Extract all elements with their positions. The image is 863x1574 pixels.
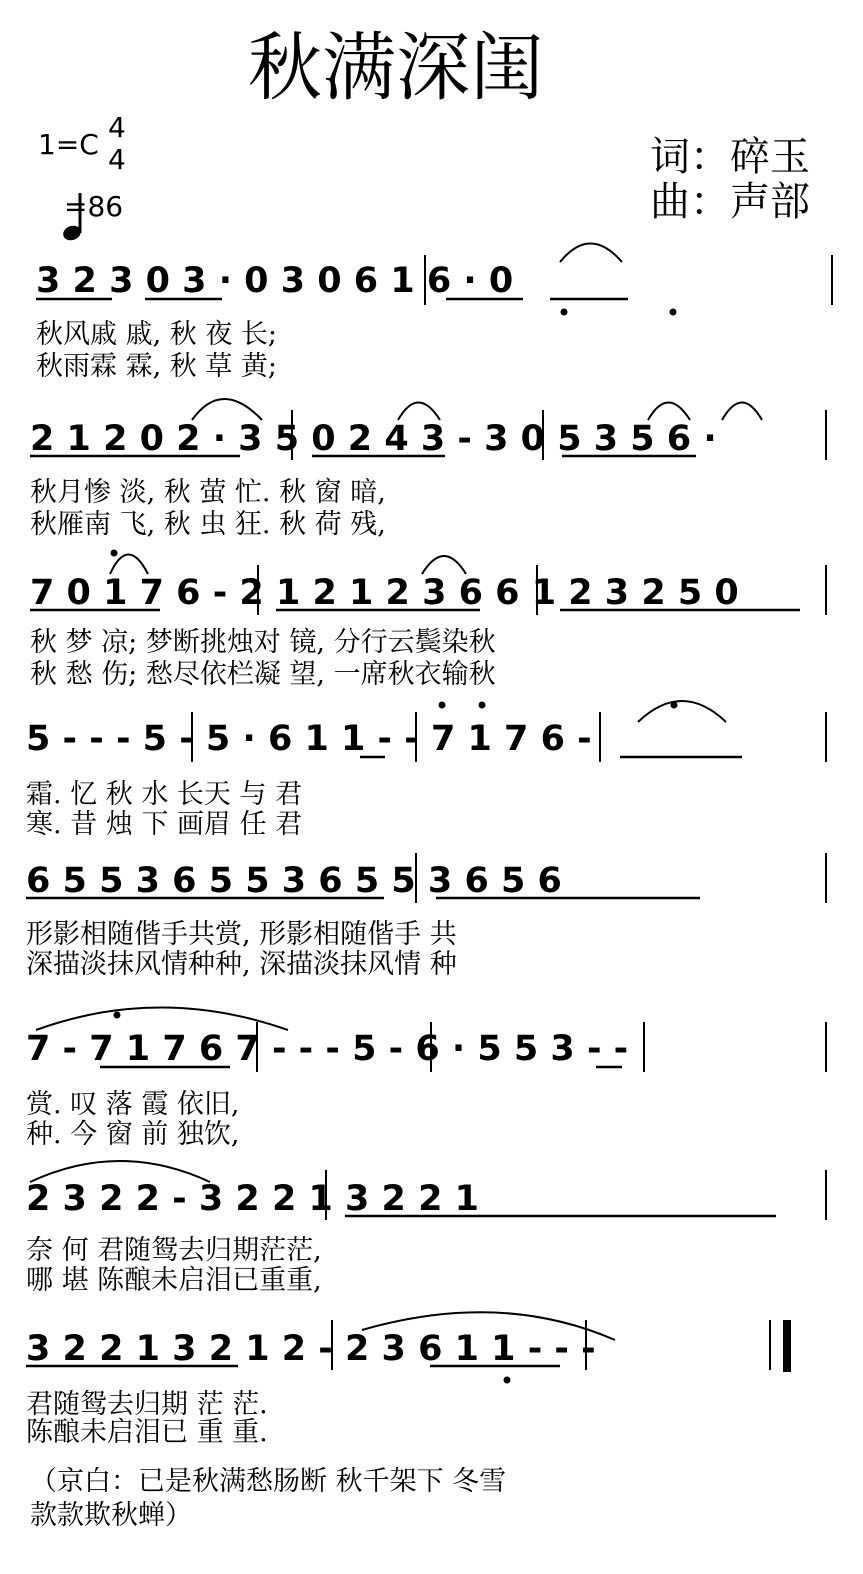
key-signature: 1=C (38, 128, 99, 161)
notation-line-7: 2 3 2 2 - 3 2 2 1 3 2 2 1 (26, 1179, 479, 1219)
lyric-line-4-verse-1: 霜. 忆 秋 水 长天 与 君 (26, 779, 303, 810)
notation-line-4: 5 - - - 5 - 5 · 6 1 1 - - 7 1 7 6 - (26, 719, 592, 759)
lyric-line-5-verse-2: 深描淡抹风情种种, 深描淡抹风情 种 (26, 949, 457, 980)
time-signature-top: 4 (108, 111, 126, 144)
lyric-line-4-verse-2: 寒. 昔 烛 下 画眉 任 君 (26, 809, 303, 840)
lyric-line-7-verse-1: 奈 何 君随鸳去归期茫茫, (26, 1235, 322, 1266)
lyric-line-6-verse-1: 赏. 叹 落 霞 依旧, (26, 1089, 240, 1120)
notation-line-8: 3 2 2 1 3 2 1 2 - 2 3 6 1 1 - - - (26, 1329, 596, 1369)
notation-line-1: 3 2 3 0 3 · 0 3 0 6 1 6 · 0 (36, 261, 514, 301)
lyric-line-6-verse-2: 种. 今 窗 前 独饮, (26, 1119, 240, 1150)
notation-line-3: 7 0 1 7 6 - 2 1 2 1 2 3 6 6 1 2 3 2 5 0 (30, 573, 739, 613)
final-barline (783, 1320, 791, 1372)
lyric-line-8-verse-2: 陈酿未启泪已 重 重. (26, 1417, 268, 1448)
time-signature-bottom: 4 (108, 143, 126, 176)
lyric-line-3-verse-1: 秋 梦 凉; 梦断挑烛对 镜, 分行云鬓染秋 (30, 627, 496, 658)
tempo-marking: =86 (64, 190, 124, 223)
lyric-line-1-verse-1: 秋风戚 戚, 秋 夜 长; (36, 319, 278, 350)
composer-credit: 曲：声部 (650, 179, 810, 225)
lyric-line-5-verse-1: 形影相随偕手共赏, 形影相随偕手 共 (26, 919, 457, 950)
notation-line-6: 7 - 7 1 7 6 7 - - - 5 - 6 · 5 5 3 - - (26, 1029, 629, 1069)
lyricist-credit: 词：碎玉 (650, 134, 810, 180)
lyric-line-2-verse-1: 秋月惨 淡, 秋 萤 忙. 秋 窗 暗, (30, 477, 386, 508)
lyric-line-7-verse-2: 哪 堪 陈酿未启泪已重重, (26, 1265, 322, 1296)
spoken-note-line-1: （京白：已是秋满愁肠断 秋千架下 冬雪 (30, 1466, 507, 1497)
notation-line-2: 2 1 2 0 2 · 3 5 0 2 4 3 - 3 0 5 3 5 6 · (30, 419, 717, 459)
spoken-note-line-2: 款款欺秋蝉） (30, 1500, 192, 1531)
lyric-line-3-verse-2: 秋 愁 伤; 愁尽依栏凝 望, 一席秋衣输秋 (30, 659, 496, 690)
song-title: 秋满深闺 (248, 25, 544, 111)
lyric-line-8-verse-1: 君随鸳去归期 茫 茫. (26, 1389, 268, 1420)
lyric-line-2-verse-2: 秋雁南 飞, 秋 虫 狂. 秋 荷 残, (30, 509, 386, 540)
lyric-line-1-verse-2: 秋雨霖 霖, 秋 草 黄; (36, 351, 278, 382)
notation-line-5: 6 5 5 3 6 5 5 3 6 5 5 3 6 5 6 (26, 861, 562, 901)
